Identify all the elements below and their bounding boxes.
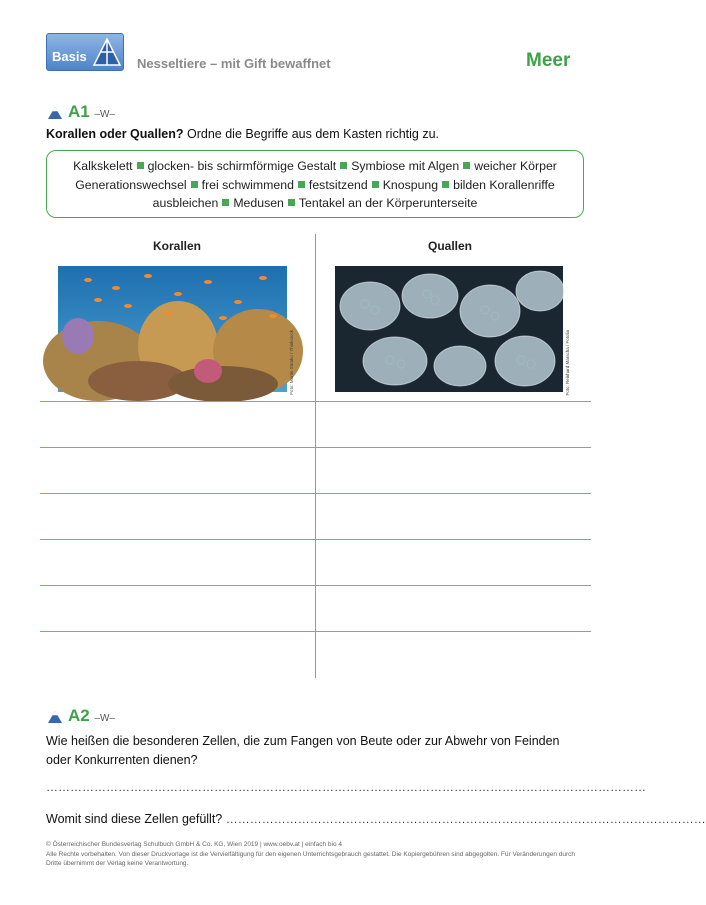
photo-credit-korallen: Foto: Martin Strmko / Thinkstock [289, 330, 294, 395]
task-a2-heading [48, 706, 115, 726]
answer-line-1: …………………………………………………………………………………………………………………………………… [46, 780, 646, 794]
term: festsitzend [308, 177, 368, 192]
answer-row-line [40, 585, 591, 586]
term-row-1 [47, 157, 583, 176]
term-row-3 [47, 194, 583, 213]
column-title-korallen: Korallen [152, 239, 201, 253]
term: weicher Körper [474, 159, 557, 173]
basis-logo [46, 33, 124, 71]
table-divider [315, 234, 316, 678]
answer-row-line [40, 401, 591, 402]
task-a1-question-bold: Korallen oder Quallen? [46, 127, 184, 141]
pyramid-icon [93, 38, 121, 66]
answer-line-2: ………………………………………………………………………………………………………… [225, 812, 706, 826]
jellyfish-photo [335, 266, 563, 392]
term: Symbiose mit Algen [351, 159, 460, 173]
term: Kalkskelett [73, 159, 133, 173]
term: ausbleichen [152, 196, 219, 210]
task-a2-question2: Womit sind diese Zellen gefüllt? [46, 812, 223, 826]
mountain-icon [48, 711, 62, 723]
task-a1-type: –W– [94, 109, 116, 120]
answer-row-line [40, 539, 591, 540]
term: Medusen [233, 196, 284, 210]
term-box [46, 150, 584, 218]
logo-text: Basis [52, 49, 87, 64]
answer-row-line [40, 493, 591, 494]
coral-reef-photo [58, 266, 287, 392]
subject-label: Meer [526, 50, 571, 71]
term: frei schwimmend [201, 177, 294, 192]
footer-copyright: © Österreichischer Bundesverlag Schulbuch GmbH & Co. KG, Wien 2019 | www.oebv.at | einfach bio 4 [46, 841, 342, 848]
term: Tentakel an der Körperunterseite [298, 196, 478, 210]
column-title-quallen: Quallen [427, 239, 472, 253]
footer-rights: Alle Rechte vorbehalten. Von dieser Druckvorlage ist die Vervielfältigung für den eigenen Unterrichtsgebrauch gestattet. Die Kopiergebühren sind abgegolten. Für Veränderungen durch [46, 851, 575, 858]
task-a1-number: A1 [68, 102, 90, 121]
task-a1-question-rest: Ordne die Begriffe aus dem Kasten richtig zu. [183, 127, 439, 141]
term: bilden Korallenriffe [453, 177, 555, 192]
mountain-icon [48, 107, 62, 119]
footer-disclaimer: Dritte übernimmt der Verlag keine Verantwortung. [46, 860, 189, 867]
term: glocken- bis schirmförmige Gestalt [147, 159, 337, 173]
answer-row-line [40, 631, 591, 632]
task-a1-heading [48, 102, 115, 122]
page-title: Nesseltiere – mit Gift bewaffnet [137, 56, 331, 71]
term: Generationswechsel [75, 177, 187, 192]
task-a1-question [46, 127, 439, 141]
task-a2-question1: Wie heißen die besonderen Zellen, die zum Fangen von Beute oder zur Abwehr von Feinden oder Konkurrenten dienen? [46, 734, 560, 767]
term-row-2 [47, 176, 583, 195]
photo-credit-quallen: Foto: Reinhard Marscha / Fotolia [565, 330, 570, 396]
answer-row-line [40, 447, 591, 448]
task-a2-question2-row [46, 812, 706, 826]
task-a2-number: A2 [68, 706, 90, 725]
task-a2-type: –W– [94, 713, 116, 724]
term: Knospung [382, 177, 439, 192]
